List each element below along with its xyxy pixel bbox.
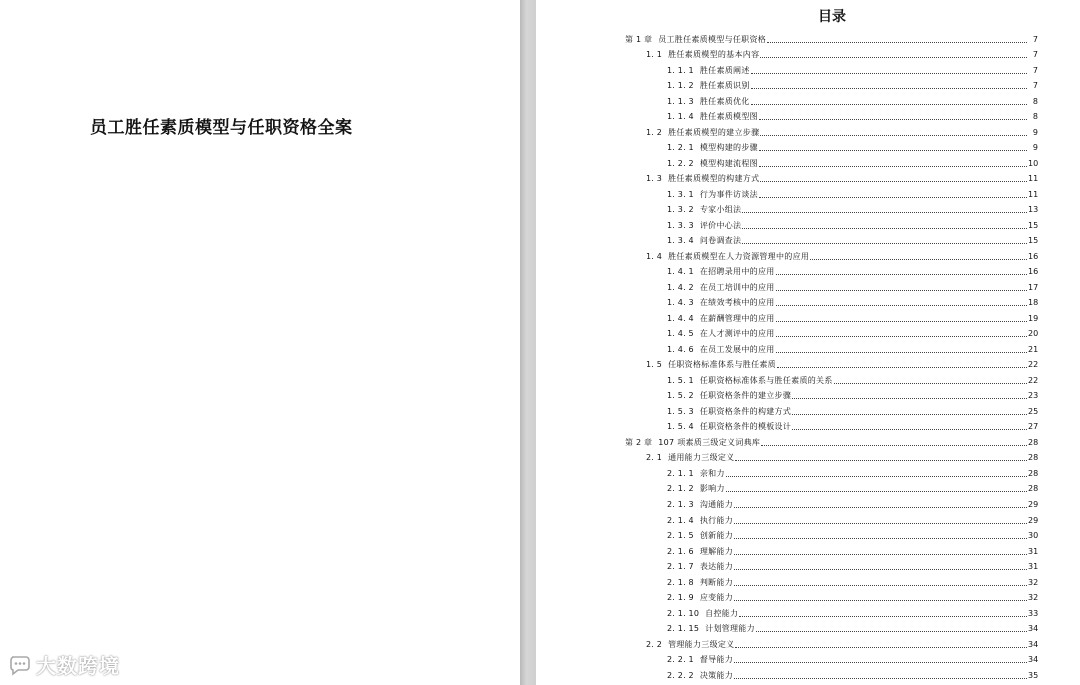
toc-entry-number: 2. 1. 3	[667, 499, 694, 509]
toc-entry[interactable]	[536, 308, 1080, 324]
toc-entry-title: 应变能力	[699, 593, 734, 603]
toc-entry-number: 1. 4. 4	[667, 313, 694, 323]
toc-entry-page: 17	[1028, 282, 1039, 292]
toc-entry-page: 15	[1028, 220, 1039, 230]
toc-entry-page: 31	[1028, 562, 1039, 572]
toc-entry-page: 10	[1028, 158, 1039, 168]
toc-entry-page: 27	[1028, 422, 1039, 432]
toc-entry-page: 9	[1032, 127, 1038, 137]
toc-entry-title: 表达能力	[699, 562, 734, 572]
toc-entry-number: 1. 4. 5	[667, 329, 694, 339]
toc-entry-number: 2. 2. 2	[667, 670, 694, 680]
toc-dot-leader	[767, 41, 1027, 43]
toc-entry-number: 1. 2	[646, 127, 663, 137]
toc-entry[interactable]	[536, 200, 1080, 216]
toc-entry-page: 34	[1028, 655, 1039, 665]
toc-entry[interactable]	[536, 401, 1080, 417]
toc-entry-page: 16	[1028, 251, 1039, 261]
toc-dot-leader	[734, 568, 1027, 570]
toc-dot-leader	[777, 366, 1027, 368]
toc-dot-leader	[792, 428, 1027, 430]
toc-entry[interactable]	[536, 91, 1080, 107]
toc-dot-leader	[751, 72, 1027, 74]
toc-entry-title: 专家小组法	[699, 205, 742, 215]
toc-entry-number: 2. 1	[646, 453, 663, 463]
toc-entry[interactable]	[536, 432, 1080, 448]
toc-entry[interactable]	[536, 603, 1080, 619]
toc-entry-number: 1. 4. 1	[667, 267, 694, 277]
toc-entry-title: 任职资格条件的模板设计	[699, 422, 792, 432]
toc-entry-number: 1. 4	[646, 251, 663, 261]
toc-entry-number: 1. 5. 1	[667, 375, 694, 385]
toc-entry-number: 1. 2. 1	[667, 143, 694, 153]
toc-entry-title: 模型构建的步骤	[699, 143, 758, 153]
toc-entry[interactable]	[536, 370, 1080, 386]
toc-entry-title: 判断能力	[699, 577, 734, 587]
toc-dot-leader	[759, 149, 1027, 151]
toc-entry-page: 35	[1028, 670, 1039, 680]
toc-entry-title: 亲和力	[699, 468, 725, 478]
toc-entry[interactable]	[536, 417, 1080, 433]
toc-entry-title: 任职资格标准体系与胜任素质的关系	[699, 375, 833, 385]
toc-entry[interactable]	[536, 231, 1080, 247]
toc-dot-leader	[735, 459, 1027, 461]
toc-entry-page: 7	[1032, 81, 1038, 91]
toc-list	[536, 29, 1080, 681]
toc-entry-title: 管理能力三级定义	[668, 639, 735, 649]
toc-entry[interactable]	[536, 572, 1080, 588]
toc-entry[interactable]	[536, 107, 1080, 123]
toc-entry-title: 执行能力	[699, 515, 734, 525]
toc-entry-number: 2. 1. 4	[667, 515, 694, 525]
toc-entry-title: 107 项素质三级定义词典库	[658, 437, 761, 447]
toc-entry-number: 2. 1. 1	[667, 468, 694, 478]
toc-dot-leader	[726, 475, 1027, 477]
toc-dot-leader	[742, 227, 1027, 229]
toc-entry-page: 28	[1028, 453, 1039, 463]
toc-entry[interactable]	[536, 215, 1080, 231]
toc-entry-title: 影响力	[699, 484, 725, 494]
toc-entry-title: 胜任素质识别	[699, 81, 750, 91]
toc-entry[interactable]	[536, 386, 1080, 402]
toc-entry-number: 第 1 章	[625, 34, 653, 44]
page-gutter	[520, 0, 536, 685]
toc-entry-title: 在薪酬管理中的应用	[699, 313, 775, 323]
toc-entry-page: 28	[1028, 484, 1039, 494]
toc-entry-title: 胜任素质模型的构建方式	[668, 174, 760, 184]
toc-entry[interactable]	[536, 494, 1080, 510]
toc-entry-title: 任职资格条件的建立步骤	[699, 391, 792, 401]
toc-dot-leader	[776, 335, 1027, 337]
toc-entry-number: 1. 5. 4	[667, 422, 694, 432]
toc-entry-number: 1. 1. 1	[667, 65, 694, 75]
toc-entry[interactable]	[536, 122, 1080, 138]
toc-dot-leader	[776, 273, 1027, 275]
toc-entry[interactable]	[536, 339, 1080, 355]
toc-entry-number: 2. 1. 9	[667, 593, 694, 603]
toc-entry-title: 决策能力	[699, 670, 734, 680]
toc-entry-page: 25	[1028, 406, 1039, 416]
toc-dot-leader	[734, 553, 1027, 555]
toc-entry-number: 1. 1	[646, 50, 663, 60]
toc-entry-page: 28	[1028, 437, 1039, 447]
toc-entry-number: 2. 1. 10	[667, 608, 700, 618]
toc-entry-title: 模型构建流程图	[699, 158, 758, 168]
toc-dot-leader	[776, 351, 1027, 353]
toc-entry-page: 28	[1028, 468, 1039, 478]
toc-entry-title: 在招聘录用中的应用	[699, 267, 775, 277]
document-title: 员工胜任素质模型与任职资格全案	[90, 118, 353, 138]
toc-entry[interactable]	[536, 293, 1080, 309]
toc-dot-leader	[810, 258, 1027, 260]
toc-entry[interactable]	[536, 510, 1080, 526]
toc-entry-number: 1. 5	[646, 360, 663, 370]
toc-dot-leader	[761, 444, 1027, 446]
toc-dot-leader	[760, 180, 1027, 182]
toc-entry[interactable]	[536, 277, 1080, 293]
toc-entry[interactable]	[536, 169, 1080, 185]
toc-entry-number: 1. 3. 3	[667, 220, 694, 230]
toc-entry-page: 29	[1028, 515, 1039, 525]
toc-entry-page: 18	[1028, 298, 1039, 308]
toc-entry-title: 胜任素质模型的基本内容	[668, 50, 760, 60]
toc-entry-number: 1. 3. 2	[667, 205, 694, 215]
toc-entry-number: 2. 2. 1	[667, 655, 694, 665]
toc-entry-page: 8	[1032, 96, 1038, 106]
toc-dot-leader	[742, 211, 1027, 213]
toc-entry-number: 2. 1. 7	[667, 562, 694, 572]
toc-entry-page: 8	[1032, 112, 1038, 122]
toc-dot-leader	[734, 537, 1027, 539]
toc-entry-title: 在人才测评中的应用	[699, 329, 775, 339]
right-page	[536, 0, 1080, 685]
toc-entry-number: 2. 1. 5	[667, 531, 694, 541]
chat-bubble-icon	[8, 654, 32, 676]
toc-entry-page: 11	[1028, 174, 1039, 184]
toc-entry-page: 33	[1028, 608, 1039, 618]
toc-entry-page: 22	[1028, 360, 1039, 370]
toc-entry-title: 评价中心法	[699, 220, 742, 230]
toc-entry-title: 计划管理能力	[705, 624, 755, 634]
toc-entry-number: 1. 3. 1	[667, 189, 694, 199]
toc-entry-number: 2. 1. 2	[667, 484, 694, 494]
toc-dot-leader	[751, 103, 1027, 105]
toc-entry[interactable]	[536, 479, 1080, 495]
toc-dot-leader	[734, 584, 1027, 586]
toc-entry[interactable]	[536, 463, 1080, 479]
toc-entry-number: 1. 4. 6	[667, 344, 694, 354]
toc-entry[interactable]	[536, 588, 1080, 604]
toc-entry-title: 胜任素质优化	[699, 96, 750, 106]
toc-entry-page: 7	[1032, 65, 1038, 75]
toc-entry-page: 15	[1028, 236, 1039, 246]
toc-dot-leader	[739, 615, 1027, 617]
toc-entry-page: 7	[1032, 50, 1038, 60]
toc-entry[interactable]	[536, 76, 1080, 92]
toc-entry[interactable]	[536, 138, 1080, 154]
toc-entry-page: 16	[1028, 267, 1039, 277]
toc-dot-leader	[760, 56, 1027, 58]
toc-entry[interactable]	[536, 665, 1080, 681]
toc-entry[interactable]	[536, 184, 1080, 200]
toc-entry-title: 胜任素质阐述	[699, 65, 750, 75]
toc-entry[interactable]	[536, 60, 1080, 76]
toc-entry-page: 13	[1028, 205, 1039, 215]
toc-entry[interactable]	[536, 557, 1080, 573]
toc-entry-number: 2. 1. 8	[667, 577, 694, 587]
toc-entry-page: 9	[1032, 143, 1038, 153]
watermark-text: 大数跨境	[36, 654, 120, 678]
toc-dot-leader	[759, 118, 1027, 120]
toc-entry-number: 1. 3. 4	[667, 236, 694, 246]
toc-entry-number: 1. 1. 2	[667, 81, 694, 91]
toc-entry-title: 胜任素质模型在人力资源管理中的应用	[668, 251, 810, 261]
toc-entry-number: 2. 2	[646, 639, 663, 649]
toc-entry-title: 在绩效考核中的应用	[699, 298, 775, 308]
toc-entry[interactable]	[536, 262, 1080, 278]
toc-entry-title: 任职资格条件的构建方式	[699, 406, 792, 416]
toc-dot-leader	[734, 599, 1027, 601]
toc-entry[interactable]	[536, 448, 1080, 464]
toc-entry-title: 在员工发展中的应用	[699, 344, 775, 354]
toc-entry[interactable]	[536, 650, 1080, 666]
toc-entry-number: 1. 1. 3	[667, 96, 694, 106]
toc-entry[interactable]	[536, 324, 1080, 340]
toc-entry[interactable]	[536, 541, 1080, 557]
toc-entry-title: 胜任素质模型图	[699, 112, 758, 122]
toc-dot-leader	[776, 304, 1027, 306]
toc-entry-page: 29	[1028, 499, 1039, 509]
toc-entry-title: 胜任素质模型的建立步骤	[668, 127, 760, 137]
toc-entry-title: 在员工培训中的应用	[699, 282, 775, 292]
toc-entry[interactable]	[536, 153, 1080, 169]
toc-entry[interactable]	[536, 526, 1080, 542]
toc-entry-title: 员工胜任素质模型与任职资格	[658, 34, 767, 44]
left-page	[0, 0, 520, 685]
toc-entry-page: 23	[1028, 391, 1039, 401]
toc-entry-title: 问卷调查法	[699, 236, 742, 246]
toc-entry-page: 32	[1028, 593, 1039, 603]
toc-entry-page: 20	[1028, 329, 1039, 339]
toc-dot-leader	[751, 87, 1027, 89]
toc-entry-page: 31	[1028, 546, 1039, 556]
toc-dot-leader	[756, 630, 1027, 632]
toc-entry-title: 督导能力	[699, 655, 734, 665]
toc-dot-leader	[726, 490, 1027, 492]
toc-entry-title: 通用能力三级定义	[668, 453, 735, 463]
toc-entry-page: 22	[1028, 375, 1039, 385]
toc-entry-page: 11	[1028, 189, 1039, 199]
toc-entry[interactable]	[536, 619, 1080, 635]
toc-entry-number: 1. 4. 3	[667, 298, 694, 308]
toc-dot-leader	[776, 289, 1027, 291]
toc-dot-leader	[834, 382, 1027, 384]
toc-entry-title: 沟通能力	[699, 499, 734, 509]
toc-entry[interactable]	[536, 355, 1080, 371]
toc-heading: 目录	[818, 9, 846, 25]
toc-entry-number: 2. 1. 6	[667, 546, 694, 556]
toc-dot-leader	[776, 320, 1027, 322]
toc-dot-leader	[759, 165, 1027, 167]
toc-dot-leader	[760, 134, 1027, 136]
toc-dot-leader	[734, 522, 1027, 524]
toc-entry-title: 创新能力	[699, 531, 734, 541]
toc-entry-number: 1. 3	[646, 174, 663, 184]
toc-entry-number: 第 2 章	[625, 437, 653, 447]
toc-entry-title: 理解能力	[699, 546, 734, 556]
toc-dot-leader	[759, 196, 1027, 198]
toc-entry-page: 34	[1028, 639, 1039, 649]
toc-entry-number: 1. 1. 4	[667, 112, 694, 122]
toc-entry[interactable]	[536, 246, 1080, 262]
toc-entry-page: 19	[1028, 313, 1039, 323]
toc-entry-page: 34	[1028, 624, 1039, 634]
toc-entry-page: 7	[1032, 34, 1038, 44]
toc-entry[interactable]	[536, 634, 1080, 650]
toc-dot-leader	[734, 677, 1027, 679]
toc-entry[interactable]	[536, 29, 1080, 45]
toc-entry-page: 30	[1028, 531, 1039, 541]
toc-entry-number: 1. 5. 3	[667, 406, 694, 416]
toc-entry-number: 1. 5. 2	[667, 391, 694, 401]
toc-entry[interactable]	[536, 45, 1080, 61]
toc-entry-title: 自控能力	[705, 608, 739, 618]
toc-dot-leader	[734, 506, 1027, 508]
toc-entry-number: 1. 4. 2	[667, 282, 694, 292]
toc-dot-leader	[734, 661, 1027, 663]
toc-dot-leader	[792, 413, 1027, 415]
toc-entry-number: 2. 1. 15	[667, 624, 700, 634]
toc-dot-leader	[742, 242, 1027, 244]
toc-dot-leader	[792, 397, 1027, 399]
toc-entry-page: 21	[1028, 344, 1039, 354]
toc-dot-leader	[735, 646, 1027, 648]
toc-entry-page: 32	[1028, 577, 1039, 587]
toc-entry-title: 行为事件访谈法	[699, 189, 758, 199]
toc-entry-number: 1. 2. 2	[667, 158, 694, 168]
toc-entry-title: 任职资格标准体系与胜任素质	[668, 360, 776, 370]
watermark	[8, 650, 120, 679]
